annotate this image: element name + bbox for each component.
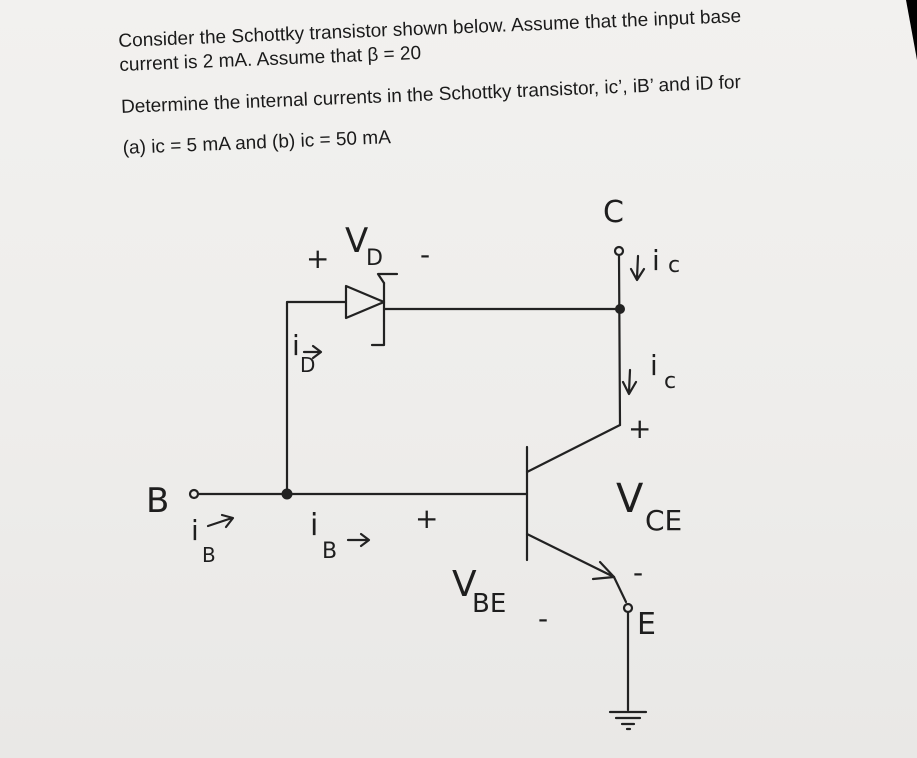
collector-wire <box>619 256 620 425</box>
ib-subscript: B <box>202 543 216 567</box>
ic-label: i <box>652 244 660 277</box>
ib-arrow-icon <box>208 515 233 527</box>
base-terminal <box>190 490 198 498</box>
circuit-labels <box>146 195 682 642</box>
ibp-arrow-icon <box>348 534 369 546</box>
transistor-emitter-lead <box>527 534 614 577</box>
transistor-collector-lead <box>527 425 620 472</box>
schottky-hook-bottom <box>372 321 384 345</box>
vce-minus: - <box>633 556 644 589</box>
collector-terminal <box>615 247 623 255</box>
base-junction-dot <box>282 489 293 500</box>
vbe-subscript: BE <box>472 589 507 619</box>
ibp-subscript: B <box>322 539 338 564</box>
vd-minus: - <box>420 238 431 271</box>
vd-plus: + <box>306 242 330 275</box>
emitter-arrow <box>593 562 614 579</box>
emitter-terminal <box>624 604 632 612</box>
schottky-hook-top <box>378 274 397 283</box>
ground-icon <box>610 712 646 729</box>
vbe-label: V <box>452 564 477 605</box>
collector-label: C <box>603 195 624 230</box>
emitter-label: E <box>637 607 656 642</box>
junction-dots <box>282 304 626 500</box>
problem-line-3: Determine the internal currents in the Schottky transistor, ic’, iB’ and iD for <box>120 71 742 118</box>
ib-label: i <box>191 514 199 547</box>
collector-junction-dot <box>615 304 625 314</box>
icp-arrow-icon <box>623 370 636 394</box>
vd-subscript: D <box>366 246 383 271</box>
vbe-plus: + <box>415 502 439 535</box>
ic-arrow-icon <box>631 256 644 280</box>
vce-subscript: CE <box>645 504 683 537</box>
base-label: B <box>146 481 170 521</box>
vbe-minus: - <box>538 602 549 635</box>
problem-line-1: Consider the Schottky transistor shown below. Assume that the input base <box>118 5 742 52</box>
id-subscript: D <box>300 353 316 377</box>
vce-plus: + <box>628 412 652 445</box>
problem-line-2: current is 2 mA. Assume that β = 20 <box>118 42 422 76</box>
vd-label: V <box>345 221 369 261</box>
icp-label: i <box>650 349 658 382</box>
id-label: i <box>292 329 300 362</box>
diode-triangle <box>346 286 384 318</box>
ic-subscript: c <box>668 253 681 278</box>
icp-subscript: c <box>664 369 677 394</box>
problem-line-4: (a) ic = 5 mA and (b) ic = 50 mA <box>122 127 392 160</box>
circuit-wiring <box>190 247 646 729</box>
emitter-link <box>614 577 626 602</box>
vce-label: V <box>616 476 644 522</box>
ibp-label: i <box>310 508 319 543</box>
